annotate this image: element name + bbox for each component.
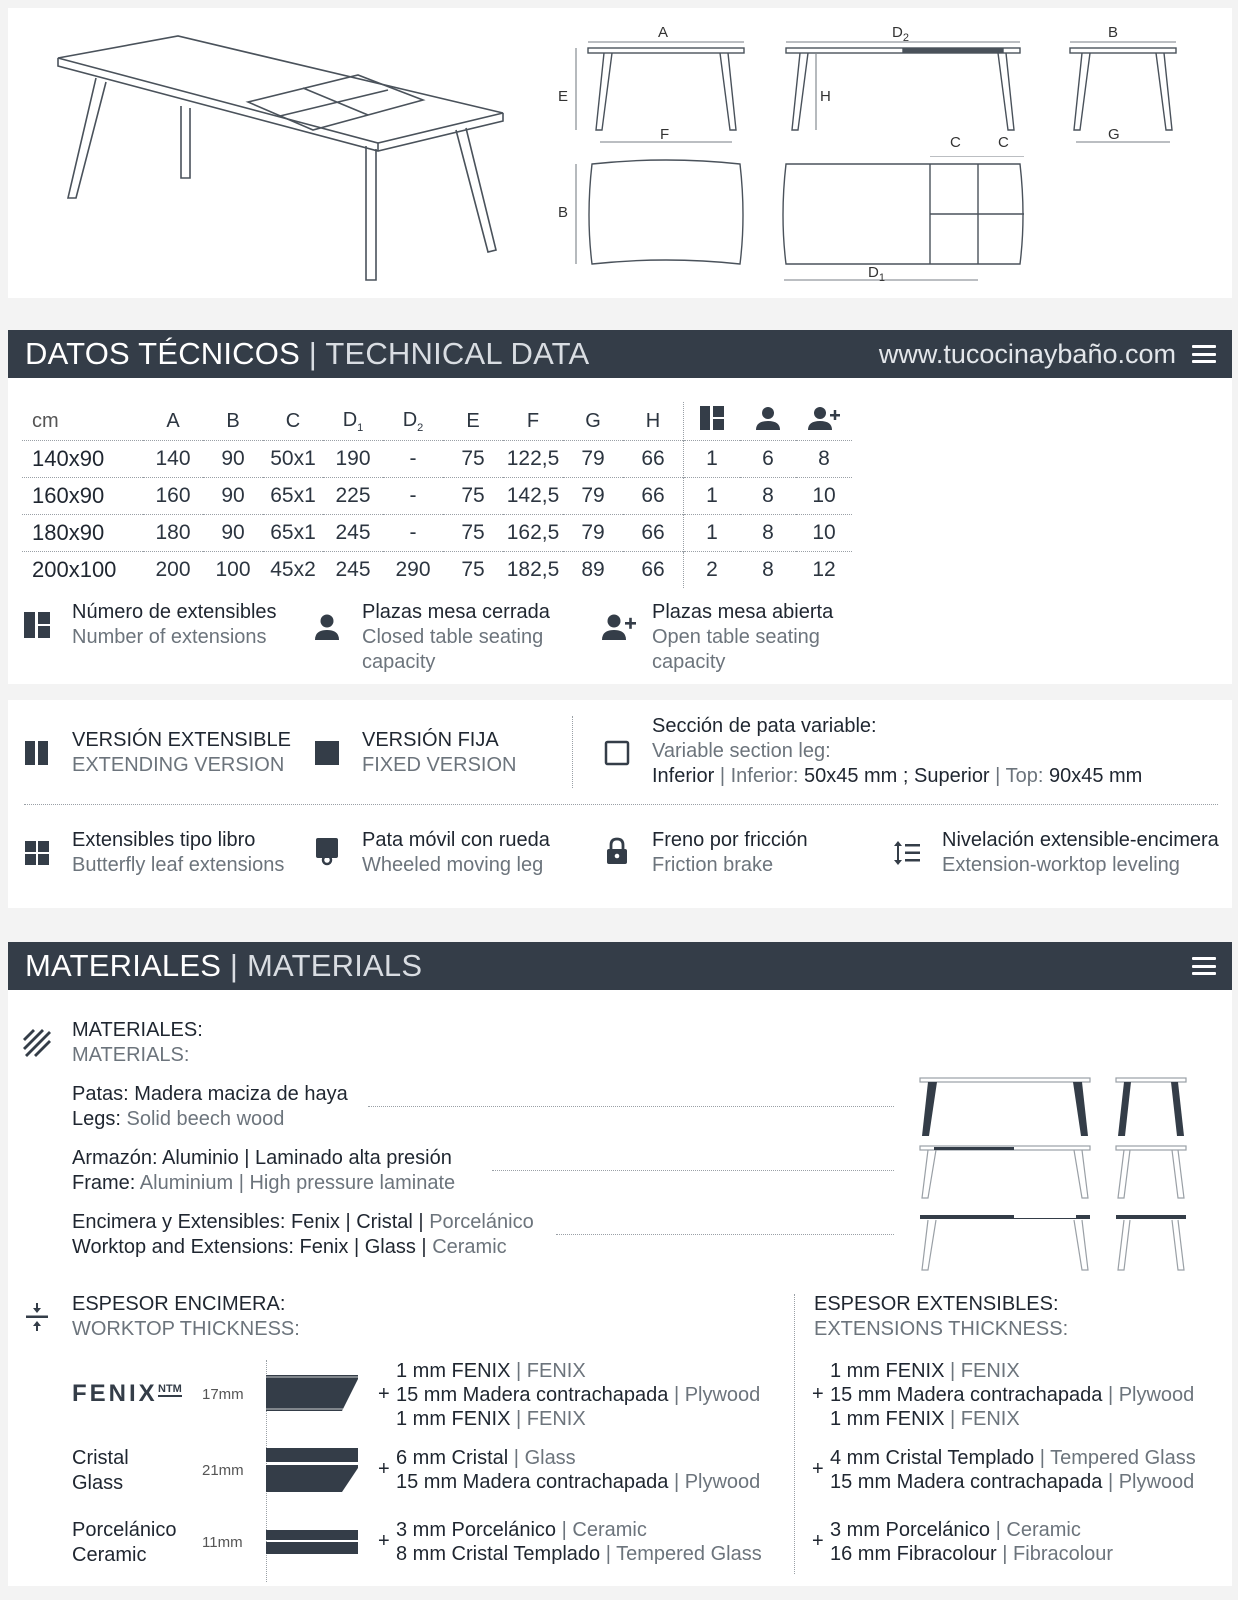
col-header-e: E: [466, 409, 480, 432]
extended-elevation-drawing: [768, 30, 1038, 150]
ceramic-label: Porcelánico Ceramic: [72, 1519, 177, 1566]
dim-label-d2: $D_2$: [892, 24, 909, 44]
plus-sign: +: [812, 1458, 824, 1480]
cell-d2: 290: [383, 552, 443, 589]
cell-c: 65x1: [263, 478, 323, 515]
cell-closed-seating: 8: [740, 515, 796, 552]
table-row: [22, 441, 852, 478]
col-header-open-seating: [796, 402, 852, 441]
cell-f: 142,5: [503, 478, 563, 515]
cell-a: 180: [143, 515, 203, 552]
col-header-h: H: [645, 409, 661, 432]
cell-b: 100: [203, 552, 263, 589]
fenix-logo: FENIX: [72, 1380, 158, 1407]
dim-label-g: G: [1108, 126, 1120, 143]
col-header-d1: $D_1$: [342, 408, 364, 434]
extension-ceramic-layers: 3 mm Porcelánico | Ceramic 16 mm Fibracolour | Fibracolour: [830, 1519, 1114, 1565]
cell-e: 75: [443, 552, 503, 589]
worktop-glass-layers: 6 mm Cristal | Glass 15 mm Madera contrachapada | Plywood: [396, 1447, 761, 1493]
fixed-version-icon: [312, 738, 342, 768]
col-header-b: B: [226, 409, 240, 432]
cell-e: 75: [443, 478, 503, 515]
dim-label-a: A: [658, 24, 669, 41]
material-worktop: Encimera y Extensibles: Fenix | Cristal | Porcelánico Worktop and Extensions: Fenix | Glass | Ceramic: [72, 1211, 534, 1258]
dim-label-b-side: B: [558, 204, 569, 221]
cell-closed-seating: 8: [740, 552, 796, 589]
materials-header: [8, 942, 1232, 990]
col-header-cm: cm: [32, 409, 59, 432]
cell-size: 180x90: [22, 515, 143, 552]
fenix-profile-drawing: [262, 1373, 358, 1415]
dim-label-c1: C: [950, 134, 961, 151]
plus-sign: +: [812, 1383, 824, 1405]
material-highlight-drawing: [916, 1074, 1206, 1284]
table-row: [22, 552, 852, 589]
cell-d1: 245: [323, 552, 383, 589]
cell-f: 122,5: [503, 441, 563, 478]
leg-section-icon: [602, 738, 632, 768]
plan-view-open-drawing: [768, 156, 1038, 291]
feature-leg-section: Sección de pata variable: Variable section leg: Inferior | Inferior: 50x45 mm ; Superior | Top: 90x45 mm: [652, 715, 1143, 787]
cell-d2: -: [383, 515, 443, 552]
hatch-icon: [22, 1028, 52, 1058]
cell-g: 89: [563, 552, 623, 589]
person-add-icon: [602, 612, 636, 642]
menu-icon[interactable]: [1192, 957, 1216, 975]
plus-sign: +: [378, 1530, 390, 1552]
leader-line: [556, 1234, 894, 1235]
cell-d2: -: [383, 478, 443, 515]
cell-extensions: 1: [684, 478, 741, 515]
cell-c: 65x1: [263, 515, 323, 552]
ceramic-profile-drawing: [262, 1528, 358, 1558]
cell-size: 200x100: [22, 552, 143, 589]
leader-line: [368, 1106, 894, 1107]
person-icon: [755, 405, 781, 431]
col-header-f: F: [526, 409, 540, 432]
dim-label-h: H: [820, 88, 831, 105]
feature-wheel-leg: Pata móvil con rueda Wheeled moving leg: [362, 829, 550, 876]
cell-a: 160: [143, 478, 203, 515]
material-frame: Armazón: Aluminio | Laminado alta presión Frame: Aluminium | High pressure laminate: [72, 1147, 456, 1194]
technical-data-title: DATOS TÉCNICOS | TECHNICAL DATA: [25, 336, 590, 371]
feature-extending-version: VERSIÓN EXTENSIBLE EXTENDING VERSION: [72, 729, 291, 776]
col-header-g: G: [585, 409, 601, 432]
cell-h: 66: [623, 478, 684, 515]
wheel-leg-icon: [312, 836, 342, 866]
extensions-icon: [22, 610, 52, 640]
table-row: [22, 515, 852, 552]
table-perspective-drawing: [48, 18, 568, 298]
feature-butterfly-leaf: Extensibles tipo libro Butterfly leaf extensions: [72, 829, 285, 876]
technical-data-header: [8, 330, 1232, 378]
cell-extensions: 1: [684, 441, 741, 478]
cell-h: 66: [623, 552, 684, 589]
cell-g: 79: [563, 515, 623, 552]
fenix-ntm-mark: NTM: [158, 1383, 182, 1395]
extensions-icon: [699, 405, 725, 431]
cell-open-seating: 10: [796, 478, 852, 515]
cell-open-seating: 12: [796, 552, 852, 589]
legend-closed-seating: Plazas mesa cerrada Closed table seating capacity: [362, 601, 550, 673]
ceramic-thickness-mm: 11mm: [202, 1534, 243, 1551]
person-add-icon: [808, 405, 840, 431]
col-header-closed-seating: [740, 402, 796, 441]
col-header-c: C: [285, 409, 301, 432]
worktop-ceramic-layers: 3 mm Porcelánico | Ceramic 8 mm Cristal Templado | Tempered Glass: [396, 1519, 762, 1565]
legend-extensions: Número de extensibles Number of extensions: [72, 601, 277, 648]
cell-h: 66: [623, 515, 684, 552]
feature-divider: [572, 716, 573, 788]
worktop-thickness-heading: ESPESOR ENCIMERA: WORKTOP THICKNESS:: [72, 1293, 300, 1340]
plus-sign: +: [378, 1458, 390, 1480]
cell-a: 140: [143, 441, 203, 478]
technical-data-table: [22, 402, 852, 588]
dim-label-c2: C: [998, 134, 1009, 151]
feature-friction-brake: Freno por fricción Friction brake: [652, 829, 808, 876]
leveling-icon: [892, 838, 922, 868]
extension-fenix-layers: 1 mm FENIX | FENIX 15 mm Madera contrachapada | Plywood 1 mm FENIX | FENIX: [830, 1360, 1195, 1430]
butterfly-leaf-icon: [22, 838, 52, 868]
glass-label: Cristal Glass: [72, 1447, 129, 1494]
leader-line: [492, 1170, 894, 1171]
cell-d1: 225: [323, 478, 383, 515]
cell-extensions: 1: [684, 515, 741, 552]
cell-open-seating: 8: [796, 441, 852, 478]
cell-e: 75: [443, 441, 503, 478]
thickness-divider: [794, 1294, 795, 1574]
cell-f: 182,5: [503, 552, 563, 589]
thickness-icon: [22, 1302, 52, 1332]
cell-d1: 245: [323, 515, 383, 552]
plus-sign: +: [812, 1530, 824, 1552]
cell-b: 90: [203, 515, 263, 552]
col-header-a: A: [166, 409, 180, 432]
legend-open-seating: Plazas mesa abierta Open table seating capacity: [652, 601, 834, 673]
extending-version-icon: [22, 738, 52, 768]
menu-icon[interactable]: [1192, 345, 1216, 363]
cell-f: 162,5: [503, 515, 563, 552]
extension-glass-layers: 4 mm Cristal Templado | Tempered Glass 15 mm Madera contrachapada | Plywood: [830, 1447, 1196, 1493]
cell-size: 140x90: [22, 441, 143, 478]
plus-sign: +: [378, 1383, 390, 1405]
table-row: [22, 478, 852, 515]
glass-profile-drawing: [262, 1446, 358, 1494]
cell-size: 160x90: [22, 478, 143, 515]
cell-e: 75: [443, 515, 503, 552]
lock-icon: [602, 836, 632, 866]
cell-c: 50x1: [263, 441, 323, 478]
col-header-d2: $D_2$: [402, 408, 424, 434]
table-header-row: [22, 402, 852, 441]
plan-view-closed-drawing: [566, 156, 766, 276]
col-header-extensions: [684, 402, 741, 441]
cell-g: 79: [563, 441, 623, 478]
material-legs: Patas: Madera maciza de haya Legs: Solid beech wood: [72, 1083, 348, 1130]
extensions-thickness-heading: ESPESOR EXTENSIBLES: EXTENSIONS THICKNESS:: [814, 1293, 1069, 1340]
cell-g: 79: [563, 478, 623, 515]
dim-label-f: F: [660, 126, 670, 143]
cell-a: 200: [143, 552, 203, 589]
materials-heading: MATERIALES: MATERIALS:: [72, 1019, 203, 1066]
cell-d2: -: [383, 441, 443, 478]
feature-fixed-version: VERSIÓN FIJA FIXED VERSION: [362, 729, 517, 776]
dim-label-e: E: [558, 88, 569, 105]
cell-d1: 190: [323, 441, 383, 478]
feature-leveling: Nivelación extensible-encimera Extension-worktop leveling: [942, 829, 1219, 876]
worktop-fenix-layers: 1 mm FENIX | FENIX 15 mm Madera contrachapada | Plywood 1 mm FENIX | FENIX: [396, 1360, 761, 1430]
cell-b: 90: [203, 478, 263, 515]
fenix-thickness-mm: 17mm: [202, 1386, 244, 1403]
cell-closed-seating: 6: [740, 441, 796, 478]
diagram-card: [8, 8, 1232, 298]
side-elevation-drawing: [1058, 30, 1188, 150]
glass-thickness-mm: 21mm: [202, 1462, 244, 1479]
materials-title: MATERIALES | MATERIALS: [25, 948, 423, 983]
dim-label-b-top: B: [1108, 24, 1119, 41]
cell-extensions: 2: [684, 552, 741, 589]
cell-b: 90: [203, 441, 263, 478]
cell-c: 45x2: [263, 552, 323, 589]
website-url[interactable]: www.tucocinaybaño.com: [878, 339, 1176, 369]
dim-label-d1: $D_1$: [868, 264, 885, 284]
cell-open-seating: 10: [796, 515, 852, 552]
cell-h: 66: [623, 441, 684, 478]
feature-row-divider: [24, 804, 1218, 805]
cell-closed-seating: 8: [740, 478, 796, 515]
person-icon: [312, 612, 342, 642]
